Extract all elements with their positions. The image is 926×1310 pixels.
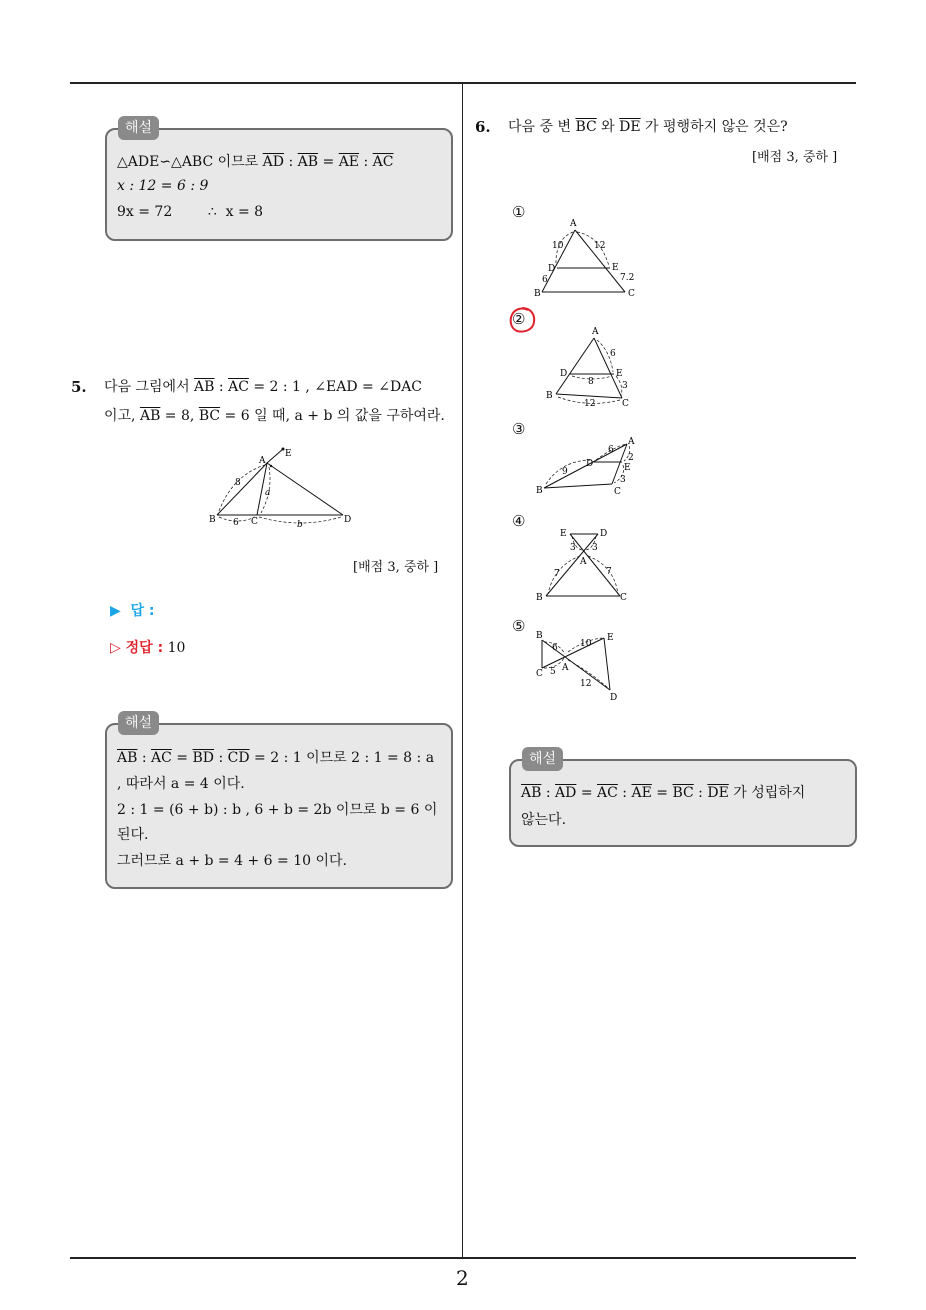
label-c: C — [251, 517, 258, 527]
svg-text:B: B — [546, 391, 553, 401]
option-1-figure — [530, 214, 645, 300]
svg-text:D: D — [610, 693, 618, 703]
svg-text:A: A — [580, 557, 587, 567]
svg-text:3: 3 — [592, 543, 598, 553]
question-6-score: [배점 3, 중하 ] — [752, 150, 838, 165]
svg-text:7: 7 — [606, 567, 612, 577]
svg-text:D: D — [560, 369, 568, 379]
option-2-selected-circle — [506, 304, 538, 336]
question-5-score: [배점 3, 중하 ] — [353, 560, 439, 575]
option-2-marker[interactable]: ② — [512, 310, 526, 328]
option-2-figure — [542, 326, 642, 408]
svg-text:8: 8 — [588, 377, 594, 387]
question-5-number: 5. — [71, 378, 87, 396]
solution-1-line-2: x : 12 = 6 : 9 — [117, 178, 209, 194]
svg-text:B: B — [536, 486, 543, 496]
option-5-marker[interactable]: ⑤ — [512, 617, 526, 635]
svg-text:5: 5 — [550, 667, 556, 677]
svg-text:6: 6 — [552, 643, 558, 653]
page-number: 2 — [456, 1266, 469, 1290]
label-b: B — [209, 515, 216, 525]
svg-text:7.2: 7.2 — [620, 273, 635, 283]
solution-2-line-1: $\overline{AB}$ : $\overline{AC} = \overline{BD}$ : $\overline{CD} = 2$ : 1 이므로 2 : 1 = 8 : a — [117, 750, 435, 766]
correct-label: ▷ 정답 : — [110, 640, 164, 656]
svg-text:C: C — [536, 669, 543, 679]
solution-box-3 — [509, 759, 857, 847]
svg-text:E: E — [607, 633, 614, 643]
svg-text:C: C — [622, 399, 629, 408]
label-8: 8 — [235, 478, 241, 488]
svg-text:E: E — [616, 369, 623, 379]
label-a-var: a — [265, 488, 271, 498]
label-6: 6 — [233, 518, 239, 528]
svg-text:3: 3 — [570, 543, 576, 553]
svg-text:B: B — [536, 593, 543, 603]
option-1-marker[interactable]: ① — [512, 203, 526, 221]
svg-text:B: B — [534, 289, 541, 299]
solution-2-line-5: 그러므로 a + b = 4 + 6 = 10 이다. — [117, 853, 347, 869]
top-rule — [70, 82, 856, 84]
svg-text:6: 6 — [610, 349, 616, 359]
option-4-figure — [532, 524, 632, 606]
svg-text:3: 3 — [620, 475, 626, 485]
solution-3-line-1: $\overline{AB}$ : $\overline{AD} = \overline{AC}$ : $\overline{AE} = \overline{BC}$ : $\overline{DE}$ 가 성립하지 — [521, 785, 806, 801]
segment-ab — [217, 463, 267, 515]
svg-text:B: B — [536, 631, 543, 641]
label-a: A — [259, 456, 266, 466]
question-5-text-line-1: 다음 그림에서 $\overline{AB}$ : $\overline{AC} = 2$ : 1 , ∠EAD = ∠DAC — [104, 379, 423, 395]
solution-badge-3: 해설 — [522, 747, 563, 771]
correct-value: 10 — [167, 640, 186, 656]
svg-text:6: 6 — [608, 445, 614, 455]
bottom-rule — [70, 1257, 856, 1259]
svg-text:E: E — [560, 529, 567, 539]
solution-badge-1: 해설 — [118, 116, 159, 140]
svg-text:C: C — [628, 289, 635, 299]
solution-2-line-4: 된다. — [117, 827, 149, 843]
svg-text:7: 7 — [554, 569, 560, 579]
svg-text:D: D — [586, 459, 594, 469]
svg-text:A: A — [562, 663, 569, 673]
svg-text:A: A — [570, 219, 577, 229]
question-5-figure — [205, 445, 355, 530]
option-3-marker[interactable]: ③ — [512, 420, 526, 438]
solution-badge-2: 해설 — [118, 711, 159, 735]
svg-text:10: 10 — [552, 241, 564, 251]
svg-text:C: C — [620, 593, 627, 603]
svg-text:A: A — [628, 437, 635, 447]
svg-text:E: E — [612, 263, 619, 273]
solution-1-line-3: 9x = 72 ∴ x = 8 — [117, 204, 264, 220]
svg-text:E: E — [624, 463, 631, 473]
question-5-text-line-2: 이고, $\overline{AB} = 8$, $\overline{BC} = 6$ 일 때, a + b 의 값을 구하여라. — [104, 408, 445, 424]
solution-2-line-2: , 따라서 a = 4 이다. — [117, 776, 245, 792]
svg-text:C: C — [614, 487, 621, 497]
label-e: E — [285, 449, 292, 459]
solution-3-line-2: 않는다. — [521, 812, 567, 828]
option-5-figure — [532, 628, 632, 706]
option-3-figure — [532, 432, 647, 500]
correct-answer-row — [110, 637, 185, 657]
question-6-text: 다음 중 변 $\overline{BC}$ 와 $\overline{DE}$ 가 평행하지 않은 것은? — [508, 119, 788, 135]
svg-text:D: D — [548, 264, 556, 274]
column-divider — [462, 84, 463, 1258]
svg-text:D: D — [600, 529, 608, 539]
segment-ae — [267, 449, 283, 463]
svg-text:12: 12 — [580, 679, 592, 689]
svg-text:9: 9 — [562, 467, 568, 477]
solution-1-line-1: △ADE∽△ABC 이므로 $\overline{AD}$ : $\overline{AB} = \overline{AE}$ : $\overline{AC}$ — [117, 154, 394, 170]
segment-ad — [267, 463, 343, 515]
svg-text:3: 3 — [622, 381, 628, 391]
svg-text:10: 10 — [580, 639, 592, 649]
question-6-number: 6. — [475, 118, 491, 136]
solution-2-line-3: 2 : 1 = (6 + b) : b , 6 + b = 2b 이므로 b = 6 이 — [117, 802, 438, 818]
svg-text:12: 12 — [594, 241, 606, 251]
svg-text:A: A — [592, 327, 599, 337]
option-4-marker[interactable]: ④ — [512, 512, 526, 530]
svg-text:12: 12 — [584, 399, 596, 408]
label-d: D — [344, 515, 352, 525]
answer-label: ▶ 답 : — [110, 603, 155, 619]
label-b-var: b — [297, 520, 303, 530]
svg-text:2: 2 — [628, 453, 634, 463]
svg-text:6: 6 — [542, 275, 548, 285]
